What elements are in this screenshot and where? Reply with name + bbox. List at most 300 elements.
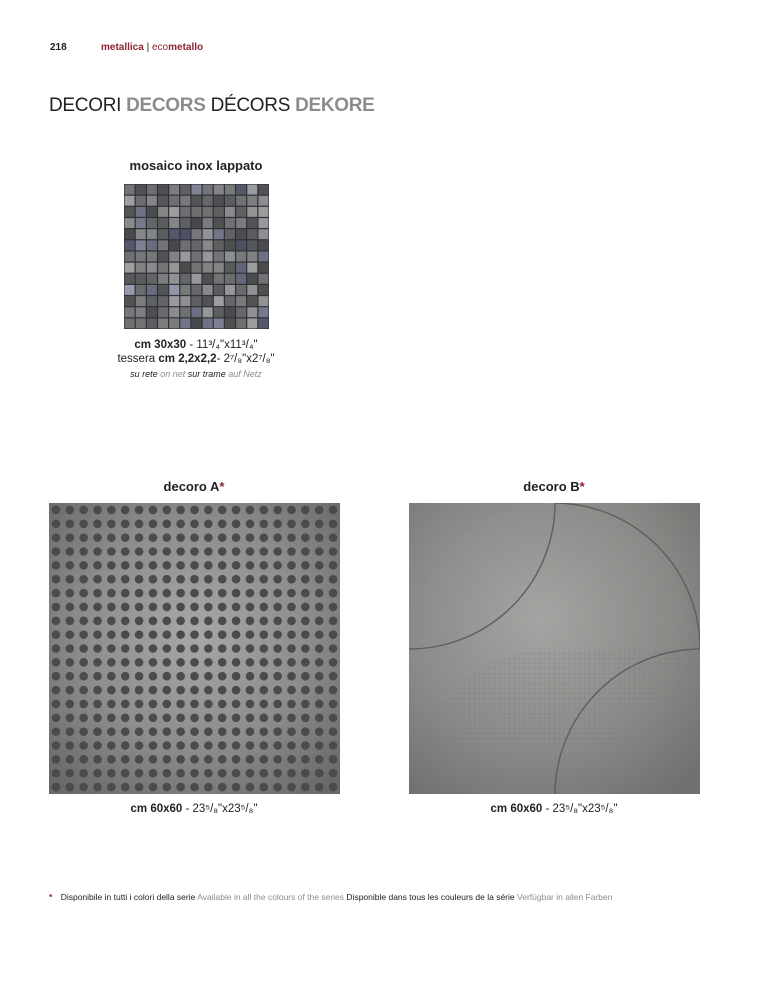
mosaic-tessera (136, 229, 146, 239)
decor-a-dot (52, 727, 61, 736)
decor-a-dot (162, 741, 171, 750)
decor-a-dot (149, 783, 158, 792)
decor-a-dot (315, 616, 324, 625)
tessera-size-cm: cm 2,2x2,2 (158, 353, 217, 365)
decor-a-dot (162, 658, 171, 667)
mosaic-tessera (203, 196, 213, 206)
decor-a-dot (232, 713, 241, 722)
series-sub-suffix: metallo (168, 42, 204, 53)
decor-a-dot (52, 575, 61, 584)
decor-a-dot (204, 769, 213, 778)
decor-a-dot (176, 533, 185, 542)
decor-a-dot (246, 561, 255, 570)
decor-a-dot (273, 783, 282, 792)
decor-a-dot (301, 603, 310, 612)
decor-a-dot (79, 547, 88, 556)
mosaic-tessera (169, 263, 179, 273)
decor-a-dot (190, 561, 199, 570)
decor-a-dot (315, 769, 324, 778)
decor-a-dot (232, 686, 241, 695)
decor-a-dot (301, 658, 310, 667)
decor-a-title (94, 479, 294, 494)
decor-a-dot (107, 506, 116, 515)
mosaic-tessera (180, 307, 190, 317)
decor-a-dot (121, 506, 130, 515)
decor-a-dot (65, 603, 74, 612)
mosaic-size-cm: cm 30x30 (134, 339, 187, 351)
decor-a-dot (121, 741, 130, 750)
decor-a-dot (93, 506, 102, 515)
decor-a-dot (52, 713, 61, 722)
decor-a-dot (204, 644, 213, 653)
decor-a-dot (204, 700, 213, 709)
decor-a-dot (204, 547, 213, 556)
mosaic-tessera (203, 229, 213, 239)
decor-a-dot (176, 672, 185, 681)
mosaic-tessera (147, 240, 157, 250)
decor-a-dot (176, 658, 185, 667)
decor-a-dot (218, 727, 227, 736)
decor-b-title (454, 479, 654, 494)
mosaic-tessera (203, 252, 213, 262)
mosaic-tessera (214, 229, 224, 239)
decor-a-dot (315, 630, 324, 639)
decor-a-dot (246, 672, 255, 681)
series-sub-prefix: eco (151, 42, 169, 53)
decor-a-dot (273, 589, 282, 598)
decor-a-dot (301, 533, 310, 542)
decor-a-dot (218, 519, 227, 528)
mosaic-tessera (258, 296, 268, 306)
decor-a-dot (259, 783, 268, 792)
decor-a-dot (107, 769, 116, 778)
mount-it: su rete (130, 369, 158, 379)
decor-a-dot (190, 727, 199, 736)
decor-a-size-inches: - 23⁵/₈"x23⁵/₈" (185, 803, 258, 815)
decor-a-dot (246, 700, 255, 709)
decor-a-dot (232, 589, 241, 598)
mosaic-tessera (214, 318, 224, 328)
page-title (49, 95, 375, 117)
decor-a-dot (232, 658, 241, 667)
mosaic-tessera (180, 196, 190, 206)
decor-a-dot (329, 519, 338, 528)
decor-a-name: decoro A (163, 479, 220, 494)
decor-a-dot (93, 644, 102, 653)
mosaic-tessera (192, 207, 202, 217)
mosaic-tessera (236, 185, 246, 195)
decor-a-dot (273, 769, 282, 778)
decor-a-dot (329, 547, 338, 556)
decor-a-dot (107, 755, 116, 764)
decor-a-dot (273, 575, 282, 584)
mosaic-title: mosaico inox lappato (129, 158, 263, 173)
decor-a-dot (176, 603, 185, 612)
mosaic-tessera (125, 296, 135, 306)
decor-a-dot (273, 644, 282, 653)
decor-a-dot (232, 616, 241, 625)
title-it: DECORI (49, 95, 122, 116)
decor-a-dot (315, 741, 324, 750)
mosaic-tessera (158, 274, 168, 284)
decor-a-dot (259, 561, 268, 570)
mosaic-tessera (214, 307, 224, 317)
decor-a-dot (52, 769, 61, 778)
decor-a-dot (329, 616, 338, 625)
decor-a-dot (232, 644, 241, 653)
mosaic-tessera (158, 229, 168, 239)
decor-a-dot (273, 672, 282, 681)
mosaic-tessera (258, 185, 268, 195)
mosaic-tessera (258, 263, 268, 273)
footnote-asterisk: * (49, 892, 53, 902)
decor-a-dot (218, 589, 227, 598)
decor-a-dot (121, 686, 130, 695)
decor-a-dot (65, 769, 74, 778)
mosaic-tessera (214, 218, 224, 228)
decor-a-dot (259, 700, 268, 709)
decor-a-dot (301, 672, 310, 681)
decor-a-dot (232, 519, 241, 528)
decor-a-dot (232, 603, 241, 612)
mosaic-tessera (136, 240, 146, 250)
mosaic-tessera (147, 285, 157, 295)
decor-a-dot (287, 700, 296, 709)
decor-a-dot (315, 575, 324, 584)
decor-a-dot (149, 769, 158, 778)
decor-a-dot (287, 616, 296, 625)
decor-a-dot (259, 755, 268, 764)
decor-a-dot (149, 658, 158, 667)
decor-a-dot (52, 506, 61, 515)
decor-a-dot (79, 658, 88, 667)
mosaic-tessera (225, 218, 235, 228)
decor-a-dot (162, 686, 171, 695)
decor-a-dot (162, 672, 171, 681)
decor-a-dot (107, 547, 116, 556)
mosaic-tessera (192, 185, 202, 195)
decor-a-dot (329, 644, 338, 653)
mosaic-tessera (247, 185, 257, 195)
decor-a-dot (259, 741, 268, 750)
decor-a-dot (121, 589, 130, 598)
mosaic-tessera (236, 229, 246, 239)
decor-a-dot (287, 533, 296, 542)
decor-a-dot (176, 575, 185, 584)
decor-a-dot (107, 575, 116, 584)
mosaic-tessera (203, 274, 213, 284)
series-primary: metallica (101, 42, 144, 53)
decor-a-dot (149, 755, 158, 764)
decor-a-dot (93, 589, 102, 598)
title-de: DEKORE (295, 95, 375, 116)
mosaic-tessera (147, 263, 157, 273)
decor-a-dot (315, 603, 324, 612)
decor-a-dot (259, 713, 268, 722)
decor-a-dot (162, 783, 171, 792)
mosaic-tessera (214, 274, 224, 284)
decor-a-dot (329, 700, 338, 709)
mosaic-tessera (258, 240, 268, 250)
decor-a-dot (190, 755, 199, 764)
decor-a-dot (52, 741, 61, 750)
decor-a-dot (218, 755, 227, 764)
decor-a-dot (190, 630, 199, 639)
decor-a-dot (176, 561, 185, 570)
mosaic-grid-graphic (124, 184, 269, 329)
decor-a-dot (329, 589, 338, 598)
decor-a-dot (218, 769, 227, 778)
mosaic-size-inches: - 11³/₄"x11³/₄" (189, 339, 258, 351)
decor-a-dot (232, 630, 241, 639)
decor-a-dot (273, 727, 282, 736)
decor-a-dot (149, 603, 158, 612)
mosaic-tessera (125, 218, 135, 228)
mosaic-tessera (192, 318, 202, 328)
decor-a-dot (93, 727, 102, 736)
decor-a-dot (246, 589, 255, 598)
decor-a-dot (329, 630, 338, 639)
decor-a-dot (259, 519, 268, 528)
decor-a-dot (93, 575, 102, 584)
decor-a-dot (232, 783, 241, 792)
mosaic-tessera (147, 185, 157, 195)
mosaic-tessera (192, 240, 202, 250)
decor-a-dot (176, 519, 185, 528)
decor-a-dot (93, 672, 102, 681)
decor-a-dot (190, 769, 199, 778)
mosaic-tessera (236, 240, 246, 250)
decor-a-dot (149, 519, 158, 528)
decor-a-dots-graphic (49, 503, 340, 794)
decor-a-dot (107, 533, 116, 542)
decor-a-dot (52, 644, 61, 653)
decor-a-dot (287, 783, 296, 792)
decor-a-dot (79, 533, 88, 542)
mosaic-mounting (96, 369, 296, 379)
mosaic-tessera (258, 229, 268, 239)
decor-a-dot (149, 589, 158, 598)
decor-a-dot (79, 616, 88, 625)
decor-a-dot (65, 713, 74, 722)
mosaic-tessera (147, 307, 157, 317)
decor-a-dot (176, 644, 185, 653)
decor-a-dot (259, 589, 268, 598)
mosaic-tessera (236, 307, 246, 317)
decor-a-dot (329, 686, 338, 695)
mosaic-tessera (247, 307, 257, 317)
decor-a-dot (149, 561, 158, 570)
decor-a-dot (162, 589, 171, 598)
decor-a-dot (79, 769, 88, 778)
decor-a-dot (218, 644, 227, 653)
decor-a-dot (149, 616, 158, 625)
decor-a-dot (204, 519, 213, 528)
decor-a-dot (246, 769, 255, 778)
decor-a-dot (65, 547, 74, 556)
mosaic-tessera (203, 185, 213, 195)
decor-a-dot (204, 672, 213, 681)
decor-a-dot (218, 700, 227, 709)
mosaic-tessera (203, 296, 213, 306)
decor-a-dot (135, 589, 144, 598)
decor-a-dot (204, 616, 213, 625)
decor-a-dot (190, 603, 199, 612)
mosaic-tessera (247, 318, 257, 328)
decor-a-dot (93, 700, 102, 709)
decor-a-dot (107, 686, 116, 695)
decor-a-dot (52, 561, 61, 570)
mount-de: auf Netz (228, 369, 262, 379)
decor-a-dot (176, 630, 185, 639)
decor-a-dot (246, 533, 255, 542)
decor-a-dot (301, 769, 310, 778)
decor-a-dot (204, 755, 213, 764)
decor-a-dot (79, 589, 88, 598)
mosaic-tessera (136, 218, 146, 228)
mosaic-tessera (258, 218, 268, 228)
decor-a-dot (204, 506, 213, 515)
decor-a-dot (135, 603, 144, 612)
mosaic-tessera (236, 196, 246, 206)
mosaic-tessera (169, 274, 179, 284)
mosaic-tessera (225, 307, 235, 317)
decor-a-dot (218, 713, 227, 722)
mount-fr: sur trame (187, 369, 226, 379)
decor-a-dot (52, 589, 61, 598)
decor-a-dot (301, 783, 310, 792)
mosaic-tessera (192, 252, 202, 262)
decor-a-dot (176, 769, 185, 778)
decor-a-dot (162, 755, 171, 764)
mosaic-tessera (214, 263, 224, 273)
mosaic-tessera (158, 196, 168, 206)
mosaic-tessera (158, 207, 168, 217)
decor-a-dot (301, 713, 310, 722)
mosaic-tessera (169, 185, 179, 195)
mosaic-tessera (180, 229, 190, 239)
decor-a-dot (162, 561, 171, 570)
decor-a-dot (190, 589, 199, 598)
decor-a-dot (121, 713, 130, 722)
mosaic-tessera (147, 318, 157, 328)
decor-a-dot (259, 686, 268, 695)
mosaic-tessera (147, 296, 157, 306)
mosaic-tessera (236, 296, 246, 306)
decor-a-dot (315, 589, 324, 598)
mosaic-tessera (225, 207, 235, 217)
decor-a-dot (204, 533, 213, 542)
decor-a-dot (315, 713, 324, 722)
decor-a-dot (162, 519, 171, 528)
decor-a-dot (79, 713, 88, 722)
decor-a-dot (65, 727, 74, 736)
decor-a-dot (107, 713, 116, 722)
decor-a-dot (176, 616, 185, 625)
decor-a-dot (52, 519, 61, 528)
mosaic-tessera (192, 218, 202, 228)
decor-a-dot (218, 533, 227, 542)
decor-a-dot (52, 533, 61, 542)
mosaic-tessera (258, 196, 268, 206)
mosaic-tessera (158, 218, 168, 228)
decor-a-dot (315, 506, 324, 515)
decor-a-dot (176, 741, 185, 750)
decor-a-dot (287, 713, 296, 722)
decor-a-dot (287, 519, 296, 528)
decor-a-dot (232, 506, 241, 515)
mosaic-tessera (225, 285, 235, 295)
decor-a-dot (162, 506, 171, 515)
mosaic-tessera (236, 252, 246, 262)
decor-b-size-inches: - 23⁵/₈"x23⁵/₈" (545, 803, 618, 815)
decor-a-dot (287, 644, 296, 653)
mosaic-tessera (258, 285, 268, 295)
decor-a-dot (315, 644, 324, 653)
decor-a-dot (52, 783, 61, 792)
mosaic-tessera (125, 285, 135, 295)
decor-a-dot (135, 783, 144, 792)
decor-a-dot (273, 686, 282, 695)
decor-a-dot (246, 506, 255, 515)
decor-a-dot (329, 658, 338, 667)
decor-a-dot (287, 589, 296, 598)
decor-a-dot (149, 713, 158, 722)
mosaic-tessera (225, 296, 235, 306)
decor-a-dot (135, 672, 144, 681)
mosaic-tessera (225, 252, 235, 262)
mosaic-tessera (169, 252, 179, 262)
mosaic-tessera (214, 296, 224, 306)
mosaic-tessera (125, 307, 135, 317)
mosaic-tessera (147, 218, 157, 228)
mosaic-tessera (247, 285, 257, 295)
decor-a-dot (329, 506, 338, 515)
decor-a-dot (315, 686, 324, 695)
mosaic-tessera (247, 196, 257, 206)
decor-a-dot (273, 519, 282, 528)
decor-a-dot (93, 658, 102, 667)
decor-a-dot (301, 575, 310, 584)
decor-a-dot (329, 533, 338, 542)
mosaic-tessera (192, 229, 202, 239)
decor-a-dot (232, 672, 241, 681)
decor-a-dot (93, 783, 102, 792)
decor-a-dot (315, 561, 324, 570)
decor-a-dot (121, 603, 130, 612)
decor-a-dot (79, 741, 88, 750)
decor-a-dot (301, 755, 310, 764)
mosaic-tessera (158, 285, 168, 295)
page-number: 218 (50, 42, 67, 53)
mosaic-tessera (247, 274, 257, 284)
decor-a-dot (246, 755, 255, 764)
decor-a-dot (162, 603, 171, 612)
decor-a-dot (135, 547, 144, 556)
mosaic-tessera (125, 274, 135, 284)
decor-a-dot (135, 519, 144, 528)
decor-a-dot (52, 755, 61, 764)
mosaic-tessera (247, 229, 257, 239)
mosaic-tessera (136, 207, 146, 217)
mosaic-tessera (136, 296, 146, 306)
decor-a-dot (259, 575, 268, 584)
decor-a-dot (273, 616, 282, 625)
decor-a-dot (65, 589, 74, 598)
decor-a-dot (176, 713, 185, 722)
decor-a-dot (93, 769, 102, 778)
decor-a-dot (93, 603, 102, 612)
